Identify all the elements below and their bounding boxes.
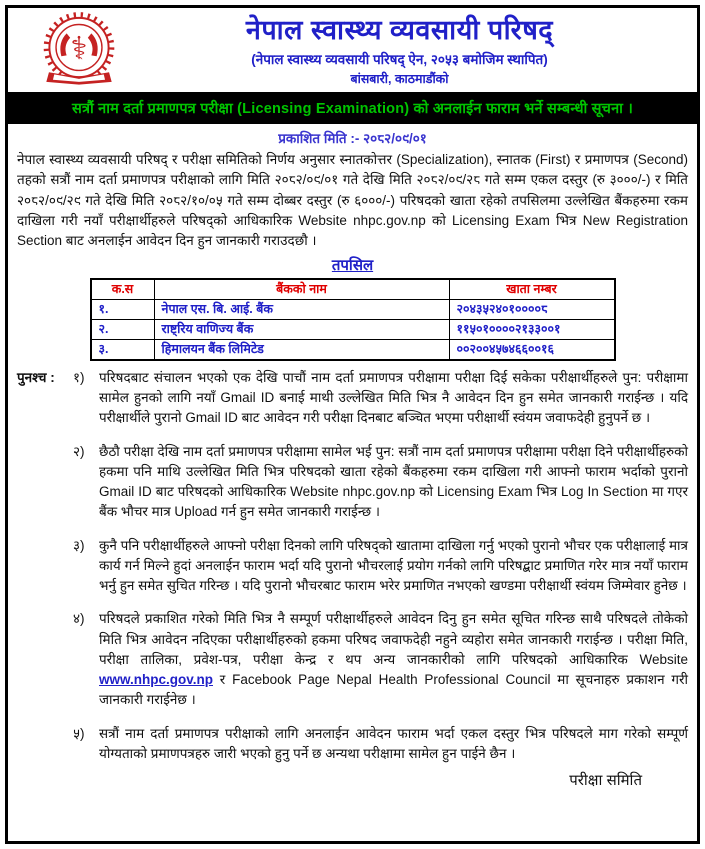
signature-exam-committee: परीक्षा समिति [569, 772, 642, 789]
label-spacer [17, 442, 73, 523]
cell-account: २०४३५२४०१००००८ [449, 300, 615, 320]
item-number: २) [73, 443, 85, 459]
document-header [8, 8, 697, 92]
item-number: ३) [73, 537, 85, 553]
table-header-row [91, 279, 615, 299]
postscript-label: पुनश्च : [17, 369, 55, 385]
published-date: प्रकाशित मिति :- २०८२/०९/०१ [278, 131, 427, 146]
postscript-item-1 [17, 368, 688, 429]
postscript-item-5 [17, 724, 688, 765]
document-border [5, 5, 700, 844]
item-number: १) [73, 369, 85, 385]
postscript-item-2 [17, 442, 688, 523]
cell-bank: राष्ट्रिय वाणिज्य बैंक [154, 320, 449, 340]
org-title: नेपाल स्वास्थ्य व्यवसायी परिषद् [245, 15, 554, 46]
cell-account: ११५०१००००२१३३००१ [449, 320, 615, 340]
org-subtitle: (नेपाल स्वास्थ्य व्यवसायी परिषद् ऐन, २०५३ बमोजिम स्थापित) [251, 51, 548, 67]
postscript-item-3 [17, 536, 688, 597]
item4-text-before: परिषदले प्रकाशित गरेको मिति भित्र नै सम्पूर्ण परीक्षार्थीहरुले आवेदन दिनु हुन समेत सूचित गरिन्छ साथै परिषदले तोकेको मिति भित्र आवेदन नदिएका परीक्षार्थीहरुको हकमा परिषद जवाफदेही नहुने व्यहोरा समेत जानकारी गराईन्छ । परीक्षा मिति, परीक्षा तालिका, प्रवेश-पत्र, परीक्षा केन्द्र र थप अन्य जानकारीको लागि परिषदको आधिकारिक Website [99, 611, 688, 667]
council-logo [20, 12, 138, 90]
table-row [91, 320, 615, 340]
item-text: कुनै पनि परीक्षार्थीहरुले आफ्नो परीक्षा दिनको लागि परिषद्को खातामा दाखिला गर्नु भएको पुरानो भौचर एक परीक्षालाई मात्र कार्य गर्न मिल्ने हुदां अनलाईन फाराम भर्दा यदि पुरानो भौचरलाई प्रयोग गर्नको लागि परिषद्बाट प्रमाणित गरेर मात्र नयाँ फाराम भर्नु हुन समेत सुचित गरिन्छ । यदि पुरानो भौचरबाट फाराम भरेर प्रमाणित नभएको खण्डमा परीक्षार्थी स्वंयम जिम्मेवार हुनेछ । [99, 537, 688, 593]
table-row [91, 339, 615, 359]
notice-banner: सत्रौं नाम दर्ता प्रमाणपत्र परीक्षा (Licensing Examination) को अनलाईन फाराम भर्ने सम्बन्धी सूचना । [8, 92, 697, 124]
label-spacer [17, 536, 73, 597]
cell-bank: हिमालयन बैंक लिमिटेड [154, 339, 449, 359]
org-address: बांसबारी, काठमाडौंको [350, 71, 449, 86]
item-number: ५) [73, 725, 85, 741]
cell-serial: १. [91, 300, 155, 320]
item-text: परिषदबाट संचालन भएको एक देखि पाचौं नाम दर्ता प्रमाणपत्र परीक्षामा परीक्षा दिई सकेका परीक्षार्थीहरुले पुन: परीक्षामा सामेल हुनको लागि नयाँ Gmail ID बनाई माथी उल्लेखित मिति भित्र नै आवेदन दिन हुन समेत जानकारी गराईन्छ । यदि परीक्षार्थीले पुरानो Gmail ID बाट आवेदन गरी परीक्षा दिनबाट बञ्चित भएमा परीक्षार्थी स्वंयम जवाफदेही हुनुपर्ने छ । [99, 369, 688, 426]
document-body [8, 124, 697, 841]
postscript-section [17, 368, 688, 764]
item-number: ४) [73, 611, 85, 627]
nhpc-website-link[interactable]: www.nhpc.gov.np [99, 672, 213, 687]
table-row [91, 300, 615, 320]
header-bank-name: बैंकको नाम [154, 279, 449, 299]
cell-account: ००२००४५७४६६००१६ [449, 339, 615, 359]
item-text: सत्रौं नाम दर्ता प्रमाणपत्र परीक्षाको लागि अनलाईन आवेदन फाराम भर्दा एकल दस्तुर भित्र परिषदले माग गरेको सम्पूर्ण योग्यताको प्रमाणपत्रहरु जारी भएको हुनु पर्ने छ अन्यथा परीक्षामा सामेल हुन पाईने छैन । [99, 725, 688, 761]
schedule-table-title: तपसिल [331, 257, 374, 275]
item-text: छैठौ परीक्षा देखि नाम दर्ता प्रमाणपत्र परीक्षामा सामेल भई पुन: सत्रौं नाम दर्ता प्रमाणपत्र परीक्षामा परीक्षा दिने परीक्षार्थीहरुको हकमा पनि माथि उल्लेखित मिति भित्र परिषदको खाता रहेको बैंकहरुमा रकम दाखिला गरी आफ्नो फाराम भर्दाको पुरानो Gmail ID बाट परिषदको आधिकारिक Website nhpc.gov.np को Licensing Exam भित्र Log In Section मा गएर बैंक भौचर मात्र Upload गर्न हुन समेत जानकारी गराईन्छ । [99, 443, 688, 520]
label-spacer [17, 609, 73, 710]
header-account-num: खाता नम्बर [449, 279, 615, 299]
cell-bank: नेपाल एस. बि. आई. बैंक [154, 300, 449, 320]
header-serial: क.स [91, 279, 155, 299]
bank-accounts-table [90, 278, 616, 361]
cell-serial: ३. [91, 339, 155, 359]
header-text-block [138, 15, 687, 86]
intro-paragraph: नेपाल स्वास्थ्य व्यवसायी परिषद् र परीक्षा समितिको निर्णय अनुसार स्नातकोत्तर (Specialization), स्नातक (First) र प्रमाणपत्र (Second) तहको सत्रौं नाम दर्ता प्रमाणपत्र परीक्षाको लागि मिति २०८२/०९/०१ गते देखि मिति २०८२/०९/२८ गते सम्म एकल दस्तुर (रु ३०००/-) र मिति २०८२/०९/२९ गते देखि मिति २०८२/१०/०५ गते सम्म दोब्बर दस्तुर (रु ६०००/-) परिषदको खाता रहेको तपसिलमा उल्लेखित बैंकहरुमा रकम दाखिला गरी नयाँ परीक्षार्थीहरुले परिषद्को आधिकारिक Website nhpc.gov.np को Licensing Exam भित्र New Registration Section बाट अनलाईन आवेदन दिन हुन जानकारी गराउदछौ । [17, 152, 688, 248]
item4-text-after: र Facebook Page Nepal Health Professional Council मा सूचनाहरु प्रकाशन गरी जानकारी गराईनेछ । [99, 672, 688, 708]
label-spacer [17, 724, 73, 765]
postscript-item-4 [17, 609, 688, 710]
item-text [99, 609, 688, 710]
council-emblem-icon [26, 12, 132, 90]
cell-serial: २. [91, 320, 155, 340]
svg-text:⚕: ⚕ [70, 29, 88, 67]
